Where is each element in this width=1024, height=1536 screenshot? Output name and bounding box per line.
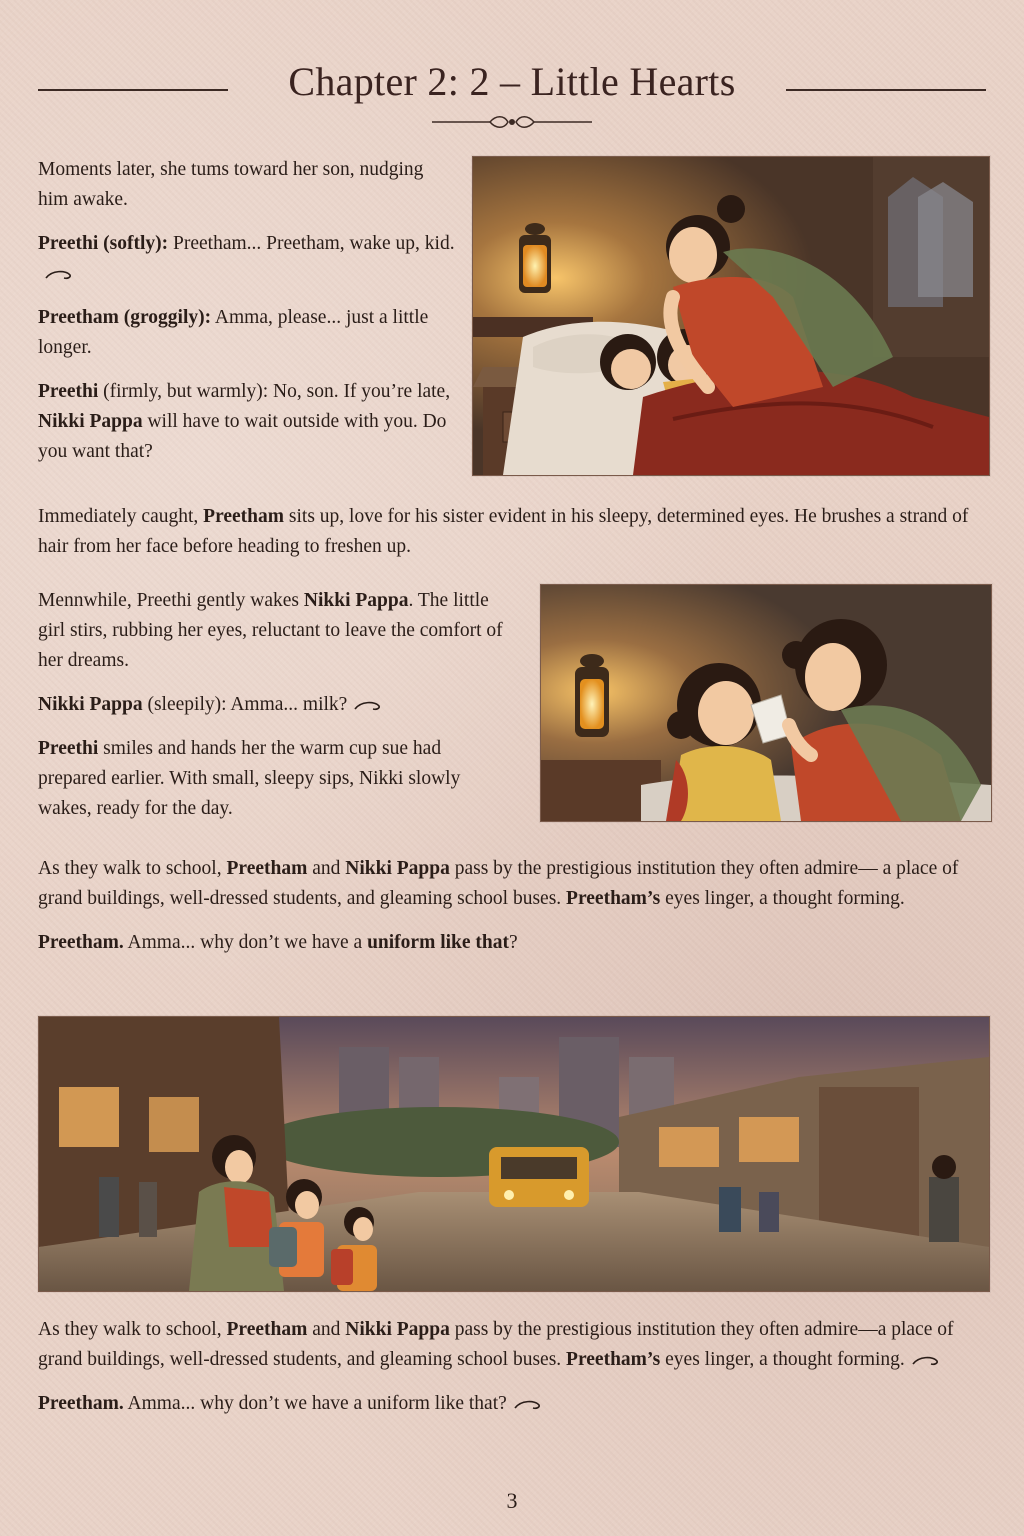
dialogue-preetham-groggily: [38, 303, 458, 363]
speech-pointer-icon: [353, 700, 387, 712]
speech-pointer-icon: [911, 1355, 945, 1367]
paragraph-walk-to-school-2: [38, 1315, 998, 1375]
ornament-divider-icon: [432, 112, 592, 132]
section-3-text: [38, 586, 508, 838]
paragraph-wakes-nikki: [38, 586, 508, 676]
dialogue-text: (sleepily): Amma... milk?: [142, 694, 348, 715]
character-name: Preetham’s: [566, 888, 661, 909]
dialogue-text: Amma... why don’t we have a: [123, 932, 368, 953]
speaker-label: Preetham.: [38, 932, 124, 953]
dialogue-text: Amma, please... just a little longer.: [38, 307, 429, 358]
illustration-nikki-drinking-milk: [540, 584, 992, 822]
page-number: 3: [506, 1488, 518, 1513]
dialogue-text: (firmly, but warmly): No, son. If you’re late,: [98, 381, 451, 402]
page-title: Chapter 2: 2 – Little Hearts: [288, 59, 736, 104]
character-name: Nikki Pappa: [303, 590, 409, 611]
speech-pointer-icon: [513, 1399, 547, 1411]
paragraph-turns-toward-son: Moments later, she tums toward her son, nudging him awake.: [38, 159, 424, 210]
narration-text: smiles and hands her the warm cup sue had prepared earlier. With small, sleepy sips, Nikki slowly wakes, ready for the day.: [38, 738, 461, 819]
speaker-label: Preethi (softly):: [38, 233, 169, 254]
character-name: Preetham: [226, 858, 308, 879]
speech-pointer-icon: [44, 269, 78, 281]
narration-text: pass by the prestigious institution they often admire—a place of grand buildings, well-dressed students, and gleaming school buses.: [38, 1319, 954, 1370]
dialogue-preetham-uniform-2: [38, 1389, 998, 1419]
title-rule-right: [786, 89, 986, 91]
character-name: Nikki Pappa: [38, 411, 143, 432]
narration-text: sits up, love for his sister evident in his sleepy, determined eyes. He brushes a strand of hair from her face before heading to freshen up.: [38, 506, 969, 557]
dialogue-preetham-uniform-1: [38, 928, 988, 958]
section-2-text: [38, 502, 988, 576]
section-5-text: [38, 1315, 998, 1433]
paragraph-walk-to-school-1: [38, 854, 988, 914]
dialogue-preethi-softly: [38, 229, 458, 289]
dialogue-nikki-sleepily: [38, 690, 508, 720]
character-name: Preethi: [38, 738, 99, 759]
narration-text: As they walk to school,: [38, 858, 227, 879]
dialogue-text: Amma... why don’t we have a uniform like that?: [123, 1393, 507, 1414]
narration-text: Immediately caught,: [38, 506, 204, 527]
speaker-label: Preetham (groggily):: [38, 307, 212, 328]
narration-text: As they walk to school,: [38, 1319, 227, 1340]
section-4-text: [38, 854, 988, 972]
illustration-walk-to-school-street: [38, 1016, 990, 1292]
narration-text: and: [307, 1319, 346, 1340]
dialogue-preethi-firmly: [38, 377, 458, 467]
narration-text: . The little girl stirs, rubbing her eyes, reluctant to leave the comfort of her dreams.: [38, 590, 503, 671]
dialogue-text: Preetham... Preetham, wake up, kid.: [168, 233, 455, 254]
section-1-text: [38, 155, 458, 481]
character-name: Preetham: [203, 506, 285, 527]
character-name: Preetham: [226, 1319, 308, 1340]
narration-text: pass by the prestigious institution they often admire— a place of grand buildings, well-dressed students, and gleaming school buses.: [38, 858, 959, 909]
paragraph-warm-cup: [38, 734, 508, 824]
narration-text: eyes linger, a thought forming.: [660, 1349, 905, 1370]
illustration-mother-waking-children: [472, 156, 990, 476]
character-name: Nikki Pappa: [345, 858, 450, 879]
dialogue-text: ?: [509, 932, 518, 953]
speaker-label: Preethi: [38, 381, 99, 402]
character-name: Preetham’s: [566, 1349, 661, 1370]
paragraph-preetham-sits-up: [38, 502, 988, 562]
narration-text: eyes linger, a thought forming.: [660, 888, 905, 909]
narration-text: Mennwhile, Preethi gently wakes: [38, 590, 304, 611]
emphasis-text: uniform like that: [367, 932, 509, 953]
speaker-label: Nikki Pappa: [38, 694, 143, 715]
dialogue-text: will have to wait outside with you. Do you want that?: [38, 411, 447, 462]
narration-text: and: [307, 858, 346, 879]
speaker-label: Preetham.: [38, 1393, 124, 1414]
character-name: Nikki Pappa: [345, 1319, 450, 1340]
